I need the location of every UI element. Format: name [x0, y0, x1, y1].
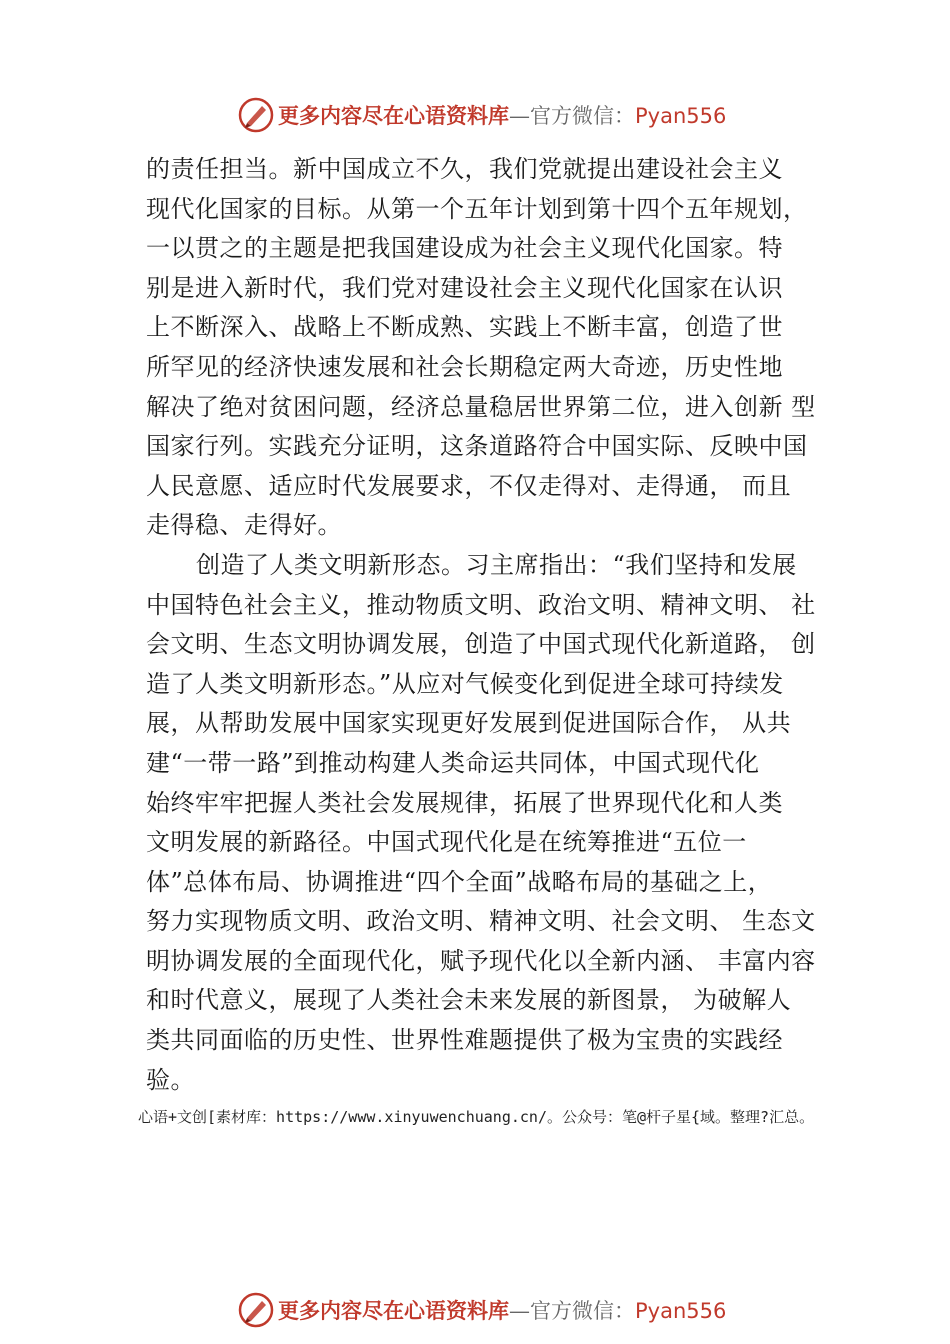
banner-wechat-label: —官方微信：	[509, 104, 635, 128]
text-line: 别是进入新时代，我们党对建设社会主义现代化国家在认识	[146, 273, 783, 302]
banner-wechat-id: Pyan556	[635, 104, 727, 128]
paragraph-2	[146, 546, 816, 1100]
text-line: 人民意愿、适应时代发展要求，不仅走得对、走得通， 而且	[146, 471, 792, 500]
source-footnote: 心语+文创[素材库：https://www.xinyuwenchuang.cn/。公众号：笔@杆子星{域。整理?汇总。	[138, 1108, 815, 1126]
text-line: 走得稳、走得好。	[146, 511, 342, 540]
pen-logo-icon	[238, 1292, 274, 1328]
text-line: 明协调发展的全面现代化，赋予现代化以全新内涵、 丰富内容	[146, 946, 816, 975]
text-line: 始终牢牢把握人类社会发展规律，拓展了世界现代化和人类	[146, 788, 783, 817]
text-line: 现代化国家的目标。从第一个五年计划到第十四个五年规划，	[146, 194, 808, 223]
text-line: 所罕见的经济快速发展和社会长期稳定两大奇迹，历史性地	[146, 352, 783, 381]
text-line: 展，从帮助发展中国家实现更好发展到促进国际合作， 从共	[146, 709, 792, 738]
text-line: 上不断深入、战略上不断成熟、实践上不断丰富，创造了世	[146, 313, 783, 342]
pen-logo-icon	[238, 97, 274, 133]
banner-title: 更多内容尽在心语资料库	[278, 103, 509, 128]
text-line: 的责任担当。新中国成立不久，我们党就提出建设社会主义	[146, 155, 783, 183]
text-line: 创造了人类文明新形态。习主席指出：“我们坚持和发展	[196, 550, 797, 579]
banner-wechat-id: Pyan556	[635, 1299, 727, 1323]
text-line: 一以贯之的主题是把我国建设成为社会主义现代化国家。特	[146, 234, 783, 263]
banner-wechat-label: —官方微信：	[509, 1299, 635, 1323]
header-banner	[238, 95, 758, 135]
text-line: 造了人类文明新形态。”从应对气候变化到促进全球可持续发	[146, 669, 784, 698]
text-line: 中国特色社会主义，推动物质文明、政治文明、精神文明、 社	[146, 590, 816, 619]
text-line: 验。	[146, 1065, 195, 1094]
text-line: 建“一带一路”到推动构建人类命运共同体，中国式现代化	[146, 748, 760, 777]
text-line: 类共同面临的历史性、世界性难题提供了极为宝贵的实践经	[146, 1026, 783, 1055]
article-body	[146, 150, 816, 1100]
text-line: 和时代意义，展现了人类社会未来发展的新图景， 为破解人	[146, 986, 792, 1015]
footer-banner	[238, 1290, 758, 1330]
text-line: 解决了绝对贫困问题，经济总量稳居世界第二位，进入创新 型	[146, 392, 816, 421]
text-line: 国家行列。实践充分证明，这条道路符合中国实际、反映中国	[146, 432, 808, 461]
banner-title: 更多内容尽在心语资料库	[278, 1298, 509, 1323]
text-line: 努力实现物质文明、政治文明、精神文明、社会文明、 生态文	[146, 907, 816, 936]
text-line: 会文明、生态文明协调发展，创造了中国式现代化新道路， 创	[146, 630, 816, 659]
text-line: 文明发展的新路径。中国式现代化是在统筹推进“五位一	[146, 828, 747, 857]
paragraph-1	[146, 150, 816, 546]
text-line: 体”总体布局、协调推进“四个全面”战略布局的基础之上，	[146, 867, 773, 896]
